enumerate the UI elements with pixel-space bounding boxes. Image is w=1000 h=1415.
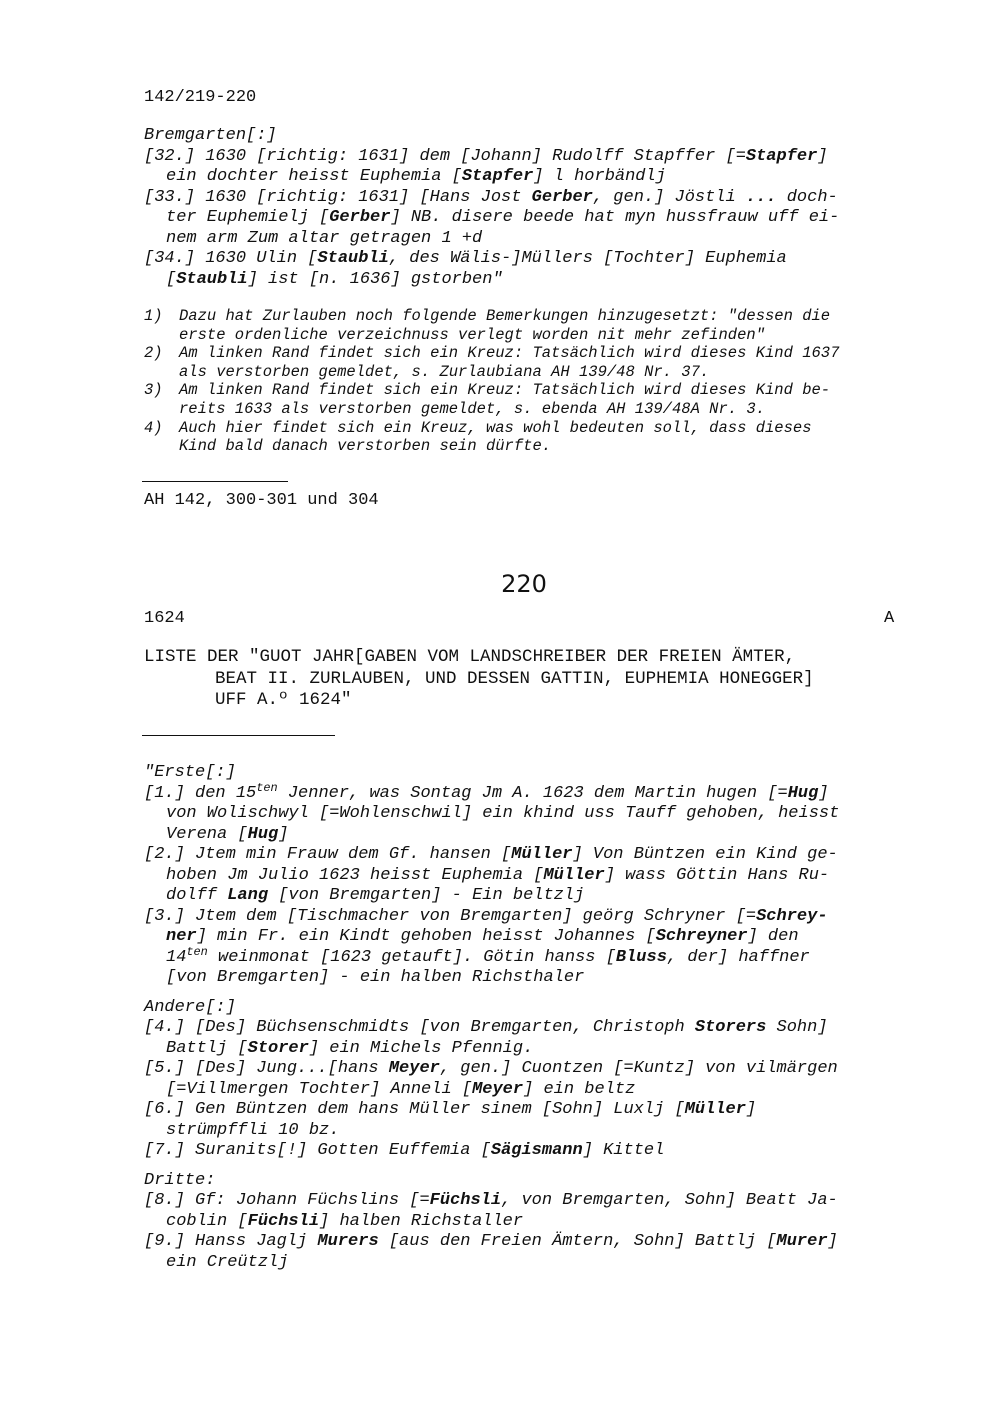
text-run: Jenner, was Sontag Jm A. 1623 dem Martin hugen [= <box>277 783 788 803</box>
bold-name: Schrey- <box>756 906 828 926</box>
text-line <box>144 126 904 147</box>
bold-name: Hug <box>247 824 279 844</box>
text-run: , der] haffner <box>666 947 810 967</box>
text-line <box>144 1191 904 1212</box>
bold-name: Stapfer <box>461 167 534 186</box>
text-run: [6.] Gen Büntzen dem hans Müller sinem [Sohn] Luxlj [ <box>144 1100 685 1119</box>
bold-name: ner <box>166 927 197 946</box>
entries-section-2 <box>144 763 904 1273</box>
text-run: Verena [ <box>166 824 248 844</box>
bold-name: Storers <box>694 1018 767 1037</box>
text-run: [ <box>166 269 177 289</box>
footnote-text: Am linken Rand findet sich ein Kreuz: Tatsächlich wird dieses Kind be- <box>179 381 831 400</box>
text-run: ] l horbändlj <box>533 167 666 186</box>
superscript: ten <box>186 945 208 960</box>
text-run: ] <box>827 1232 838 1251</box>
footnote-line <box>144 363 904 382</box>
text-run: Dritte: <box>144 1170 216 1190</box>
text-run: ] NB. disere beede hat myn hussfrauw uff ei- <box>390 208 840 227</box>
text-line <box>144 1080 904 1101</box>
footnote-line <box>144 400 904 419</box>
text-line <box>144 886 904 907</box>
bold-name: Bluss <box>615 947 667 967</box>
footnote-number: 1) <box>144 307 163 325</box>
text-line <box>144 804 904 825</box>
text-run: ] Von Büntzen ein Kind ge- <box>572 845 838 864</box>
footnote-line <box>144 326 904 345</box>
text-line <box>144 270 904 291</box>
text-line <box>144 866 904 887</box>
text-run: ter Euphemielj [ <box>166 208 330 227</box>
title-line: UFF A.º 1624" <box>215 690 352 710</box>
text-run: ] <box>745 1100 757 1119</box>
footnote-text: Kind bald danach verstorben sein dürfte. <box>179 437 552 456</box>
text-run: weinmonat [1623 getauft]. Götin hanss [ <box>207 947 616 967</box>
text-run: strümpffli 10 bz. <box>166 1120 340 1140</box>
footnote-text: Dazu hat Zurlauben noch folgende Bemerkungen hinzugesetzt: "dessen die <box>179 307 831 325</box>
bold-name: Müller <box>543 865 605 885</box>
text-line <box>144 188 904 209</box>
document-title <box>144 647 904 712</box>
title-separator <box>142 735 335 736</box>
text-run: von Wolischwyl [=Wohlenschwil] ein khind uss Tauff gehoben, heisst <box>166 804 840 823</box>
bold-name: Staubli <box>317 249 389 268</box>
text-run: ] ein Michels Pfennig. <box>308 1038 534 1058</box>
text-run: [=Villmergen Tochter] Anneli [ <box>166 1079 473 1099</box>
bold-name: Füchsli <box>247 1211 320 1231</box>
bold-name: Murers <box>317 1232 379 1251</box>
text-run: [8.] Gf: Johann Füchslins [= <box>144 1191 430 1210</box>
text-line <box>144 907 904 928</box>
bold-name: Füchsli <box>429 1191 502 1210</box>
footnote-number: 4) <box>144 418 163 437</box>
document-letter: A <box>884 609 895 628</box>
text-run: ] min Fr. ein Kindt gehoben heisst Johannes [ <box>196 927 656 946</box>
text-run: nem arm Zum altar getragen 1 +d <box>166 228 483 248</box>
footnote-number: 2) <box>144 344 163 363</box>
text-run: "Erste[:] <box>144 763 236 782</box>
document-year: 1624 <box>144 609 185 628</box>
bold-name: Sägismann <box>490 1141 583 1160</box>
text-run: [5.] [Des] Jung...[hans <box>144 1059 389 1078</box>
text-run: , des Wälis-]Müllers [Tochter] Euphemia <box>388 249 787 268</box>
text-run: ein Creützlj <box>166 1252 289 1272</box>
text-run: [7.] Suranits[!] Gotten Euffemia [ <box>144 1141 491 1160</box>
text-line <box>144 1100 904 1121</box>
bold-name: Murer <box>776 1232 828 1251</box>
footnote-line <box>144 437 904 456</box>
bold-name: Gerber <box>531 187 593 207</box>
title-line: LISTE DER "GUOT JAHR[GABEN VOM LANDSCHREIBER DER FREIEN ÄMTER, <box>144 647 796 667</box>
bold-name: Meyer <box>388 1059 440 1078</box>
footnote-text: Auch hier findet sich ein Kreuz, was wohl bedeuten soll, dass dieses <box>179 418 812 437</box>
footnote-number: 3) <box>144 381 163 400</box>
bold-name: Hug <box>787 783 819 803</box>
text-run: [32.] 1630 [richtig: 1631] dem [Johann] Rudolff Stapffer [= <box>144 146 746 166</box>
text-line <box>144 1253 904 1274</box>
text-run: 14 <box>166 947 187 967</box>
text-run: ] wass Göttin Hans Ru- <box>604 865 830 885</box>
text-run: Battlj [ <box>166 1038 248 1058</box>
text-line <box>144 249 904 270</box>
footnotes <box>144 307 904 456</box>
text-line <box>144 147 904 168</box>
text-run: [34.] 1630 Ulin [ <box>144 249 318 268</box>
text-run: [4.] [Des] Büchsenschmidts [von Bremgarten, Christoph <box>144 1018 695 1037</box>
text-run: [aus den Freien Ämtern, Sohn] Battlj [ <box>378 1232 777 1251</box>
text-run: Bremgarten[:] <box>144 126 277 145</box>
footnote-line <box>144 344 904 363</box>
text-run: [33.] 1630 [richtig: 1631] [Hans Jost <box>144 187 532 207</box>
bold-name: Müller <box>511 845 573 864</box>
bold-name: Gerber <box>329 208 391 227</box>
footnote-text: reits 1633 als verstorben gemeldet, s. ebenda AH 139/48A Nr. 3. <box>179 399 765 418</box>
document-number: 220 <box>501 570 547 598</box>
text-run: [von Bremgarten] - ein halben Richsthaler <box>166 968 585 987</box>
text-run: [2.] Jtem min Frauw dem Gf. hansen [ <box>144 845 512 864</box>
text-run: ] Kittel <box>582 1141 665 1160</box>
text-run: , von Bremgarten, Sohn] Beatt Ja- <box>501 1191 838 1210</box>
text-line <box>144 1121 904 1142</box>
text-line <box>144 1039 904 1060</box>
superscript: ten <box>256 781 278 796</box>
bold-name: Stapfer <box>745 146 818 166</box>
text-run: ] <box>817 146 828 166</box>
text-line <box>144 825 904 846</box>
footnote-text: erste ordenliche verzeichnuss verlegt worden nit mehr zefinden" <box>179 325 765 344</box>
text-run: ein dochter heisst Euphemia [ <box>166 167 462 186</box>
footnote-text: als verstorben gemeldet, s. Zurlaubiana AH 139/48 Nr. 37. <box>179 362 710 381</box>
text-run: [9.] Hanss Jaglj <box>144 1232 318 1251</box>
text-run: ] ist [n. 1636] gstorben" <box>247 269 503 289</box>
text-run: , gen.] Jöstli <box>592 187 746 207</box>
bold-name: Lang <box>227 886 269 905</box>
bold-name: Schreyner <box>655 927 748 946</box>
footnote-line <box>144 381 904 400</box>
footnote-text: Am linken Rand findet sich ein Kreuz: Tatsächlich wird dieses Kind 1637 <box>179 344 840 363</box>
bold-name: Storer <box>247 1038 309 1058</box>
bold-name: Staubli <box>176 269 248 289</box>
text-run: [3.] Jtem dem [Tischmacher von Bremgarten] geörg Schryner [= <box>144 906 757 926</box>
text-line <box>144 1059 904 1080</box>
source-reference: AH 142, 300-301 und 304 <box>144 491 379 510</box>
text-run: ] ein beltz <box>523 1079 636 1099</box>
text-line <box>144 945 904 969</box>
text-line <box>144 1212 904 1233</box>
text-line <box>144 229 904 250</box>
text-run: ] <box>278 824 289 844</box>
footnote-line <box>144 419 904 438</box>
bold-name: Müller <box>684 1100 746 1119</box>
page-reference: 142/219-220 <box>144 88 257 107</box>
text-run: ] <box>818 783 829 803</box>
text-line <box>144 845 904 866</box>
text-line <box>144 1018 904 1039</box>
footnote-line <box>144 307 904 326</box>
text-run: , gen.] Cuontzen [=Kuntz] von vilmärgen <box>439 1059 838 1078</box>
text-run: dolff <box>166 886 228 905</box>
text-line <box>144 208 904 229</box>
footnote-separator <box>142 481 288 482</box>
text-line <box>144 781 904 805</box>
text-line <box>144 1141 904 1162</box>
text-line <box>144 927 904 948</box>
text-run: ] halben Richstaller <box>319 1211 524 1231</box>
text-run: coblin [ <box>166 1211 248 1231</box>
text-run: hoben Jm Julio 1623 heisst Euphemia [ <box>166 865 544 885</box>
text-run: [1.] den 15 <box>144 783 257 803</box>
text-line <box>144 1232 904 1253</box>
entries-section-1 <box>144 126 904 290</box>
bold-name: ... <box>745 187 777 207</box>
text-run: doch- <box>776 187 838 207</box>
text-line <box>144 998 904 1019</box>
text-run: Andere[:] <box>144 997 236 1017</box>
text-line <box>144 1171 904 1192</box>
text-line <box>144 167 904 188</box>
text-run: [von Bremgarten] - Ein beltzlj <box>268 886 585 905</box>
text-run: ] den <box>747 927 799 946</box>
bold-name: Meyer <box>472 1079 524 1099</box>
text-line <box>144 968 904 989</box>
title-line: BEAT II. ZURLAUBEN, UND DESSEN GATTIN, EUPHEMIA HONEGGER] <box>215 668 814 689</box>
text-run: Sohn] <box>766 1018 828 1037</box>
